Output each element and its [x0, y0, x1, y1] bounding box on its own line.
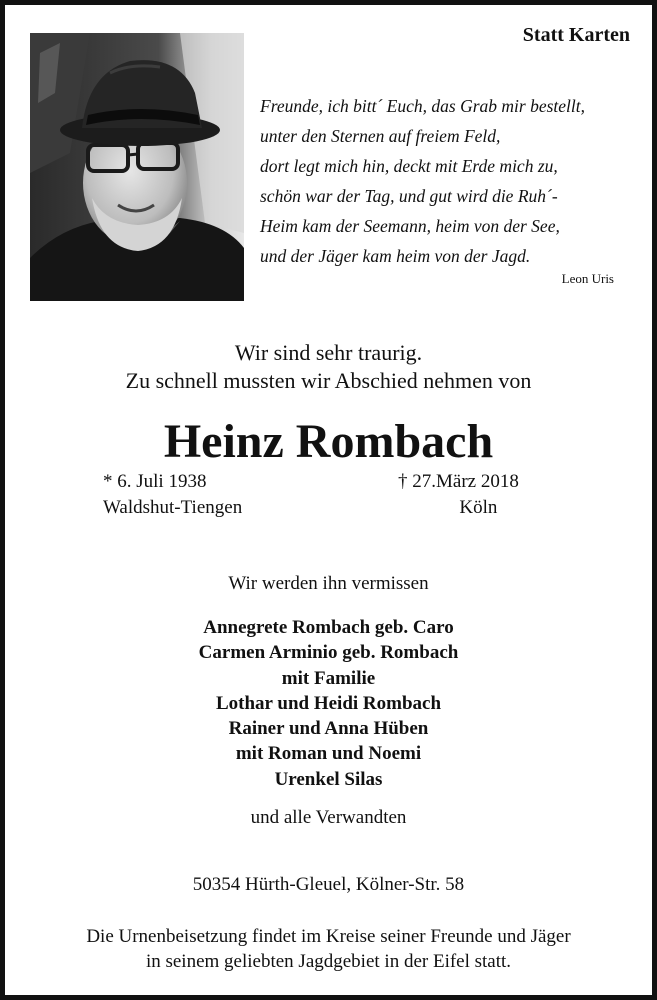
intro-text [5, 339, 652, 395]
funeral-notice [5, 925, 652, 974]
intro-line-1: Wir sind sehr traurig. [234, 340, 423, 365]
notice-line-2: in seinem geliebten Jagdgebiet in der Eifel statt. [145, 950, 512, 972]
death-info [398, 469, 519, 521]
family-member: mit Familie [281, 667, 376, 689]
family-member: Rainer und Anna Hüben [228, 718, 429, 740]
death-date: † 27.März 2018 [398, 471, 519, 492]
poem [260, 91, 630, 271]
poem-line: Heim kam der Seemann, heim von der See, [260, 216, 560, 236]
family-member: mit Roman und Noemi [235, 743, 422, 765]
header-tag: Statt Karten [522, 24, 630, 46]
birth-date: * 6. Juli 1938 [103, 471, 207, 492]
family-member: Urenkel Silas [274, 768, 383, 790]
poem-line: Freunde, ich bitt´ Euch, das Grab mir bestellt, [260, 96, 585, 116]
missing-text: Wir werden ihn vermissen [228, 573, 429, 594]
deceased-name: Heinz Rombach [163, 415, 494, 468]
intro-line-2: Zu schnell mussten wir Abschied nehmen von [125, 368, 532, 393]
portrait-photo [30, 33, 244, 301]
poem-line: und der Jäger kam heim von der Jagd. [260, 246, 531, 266]
family-member: Annegrete Rombach geb. Caro [203, 617, 454, 638]
family-list [5, 615, 652, 792]
family-member: Lothar und Heidi Rombach [215, 692, 442, 714]
address: 50354 Hürth-Gleuel, Kölner-Str. 58 [192, 874, 465, 895]
relatives-text: und alle Verwandten [250, 807, 407, 828]
poem-line: dort legt mich hin, deckt mit Erde mich zu, [260, 156, 558, 176]
poem-line: unter den Sternen auf freiem Feld, [260, 126, 501, 146]
poem-author: Leon Uris [561, 271, 614, 286]
birth-info [103, 469, 242, 521]
notice-line-1: Die Urnenbeisetzung findet im Kreise seiner Freunde und Jäger [86, 926, 571, 947]
death-place: Köln [459, 497, 498, 518]
birth-place: Waldshut-Tiengen [103, 497, 243, 518]
family-member: Carmen Arminio geb. Rombach [198, 642, 459, 664]
poem-line: schön war der Tag, und gut wird die Ruh´- [260, 186, 558, 206]
